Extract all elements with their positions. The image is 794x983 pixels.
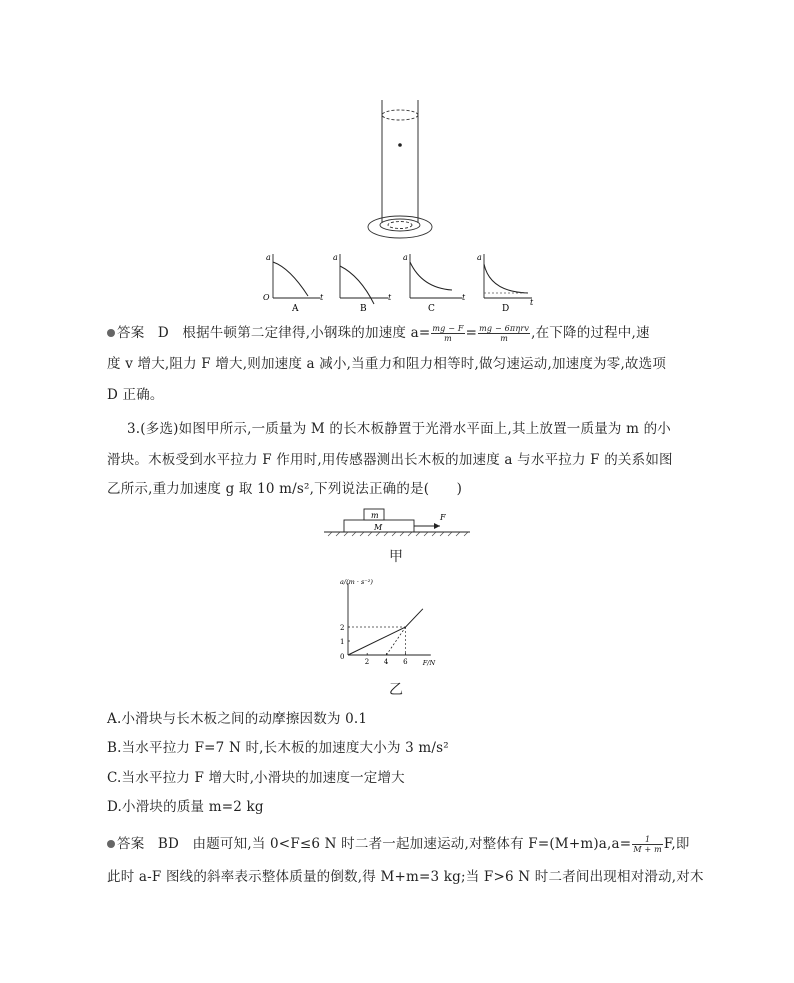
answer-bullet-icon: [107, 840, 115, 848]
option-d: D.小滑块的质量 m=2 kg: [107, 799, 264, 815]
graph-option-d: [472, 248, 538, 318]
series-line-solid: [348, 609, 423, 655]
answer1-line2: 度 v 增大,阻力 F 增大,则加速度 a 减小,当重力和阻力相等时,做匀速运动,加速度为零,故选项: [107, 356, 667, 372]
answer1-text-after: ,在下降的过程中,速: [531, 325, 650, 341]
answer-choice: BD: [157, 836, 180, 852]
answer2-line2: 此时 a-F 图线的斜率表示整体质量的倒数,得 M+m=3 kg;当 F>6 N 时二者间出现相对滑动,对木: [107, 869, 704, 885]
fraction-3: $\frac{1}{M + m}$: [633, 835, 662, 854]
axis-a-label: a: [403, 253, 408, 262]
force-F-label: F: [440, 513, 446, 522]
block-m-label: m: [371, 511, 379, 520]
option-a: A.小滑块与长木板之间的动摩擦因数为 0.1: [107, 711, 368, 727]
fraction-2: $\frac{\text{mg − 6πηrv}}{m}$: [479, 324, 530, 343]
board-M-label: M: [374, 523, 383, 532]
x-tick-label: 4: [383, 658, 389, 666]
y-tick-label: 1: [340, 638, 345, 646]
answer1-line3: D 正确。: [107, 387, 164, 403]
option-b: B.当水平拉力 F=7 N 时,长木板的加速度大小为 3 m/s²: [107, 740, 449, 756]
option-label: C: [428, 304, 435, 314]
option-c: C.当水平拉力 F 增大时,小滑块的加速度一定增大: [107, 770, 405, 786]
origin-label: 0: [340, 653, 345, 661]
equals-sign: =: [465, 325, 478, 341]
option-label: B: [360, 304, 367, 314]
viscosity-tube-figure: [360, 95, 450, 245]
answer2-line1: [107, 833, 690, 855]
axis-a-label: a: [266, 253, 271, 262]
answer-label: 答案: [117, 836, 145, 852]
figure-yi-caption: 乙: [389, 682, 403, 698]
answer1-line1: [107, 322, 650, 344]
axis-t-label: t: [462, 293, 466, 302]
graph-option-c: [402, 248, 472, 318]
y-tick-label: 2: [340, 624, 345, 632]
graph-option-b: [330, 248, 400, 318]
answer-bullet-icon: [107, 329, 115, 337]
graph-option-a: [258, 248, 328, 318]
x-axis-label: F/N: [422, 659, 436, 667]
a-t-graph-options: [258, 248, 538, 318]
axis-a-label: a: [477, 253, 482, 262]
x-tick-label: 2: [364, 658, 370, 666]
answer2-text-before: 由题可知,当 0<F≤6 N 时二者一起加速运动,对整体有 F=(M+m)a,a=: [192, 836, 632, 852]
x-tick-label: 6: [403, 658, 408, 666]
board-block-figure: [322, 506, 472, 538]
axis-t-label: t: [320, 293, 324, 302]
axis-t-label: t: [530, 298, 534, 307]
origin-label: O: [263, 293, 270, 302]
option-label: A: [292, 304, 299, 314]
option-label: D: [502, 304, 510, 314]
question3-line3: 乙所示,重力加速度 g 取 10 m/s²,下列说法正确的是( ): [107, 481, 463, 497]
answer1-text-before: 根据牛顿第二定律得,小钢珠的加速度 a=: [182, 325, 431, 341]
a-F-chart: [330, 575, 465, 670]
question3-line2: 滑块。木板受到水平拉力 F 作用时,用传感器测出长木板的加速度 a 与水平拉力 F 的关系如图: [107, 452, 673, 468]
fraction-1: $\frac{mg - F}{m}$: [432, 324, 464, 343]
answer2-text-after: F,即: [663, 836, 690, 852]
answer-label: 答案: [117, 325, 145, 341]
y-axis-label: a/(m · s⁻²): [340, 578, 373, 586]
figure-jia-caption: 甲: [389, 549, 403, 565]
answer-choice: D: [157, 325, 169, 341]
axis-a-label: a: [333, 253, 338, 262]
axis-t-label: t: [388, 293, 392, 302]
question3-line1: 3.(多选)如图甲所示,一质量为 M 的长木板静置于光滑水平面上,其上放置一质量为 m 的小: [127, 421, 671, 437]
